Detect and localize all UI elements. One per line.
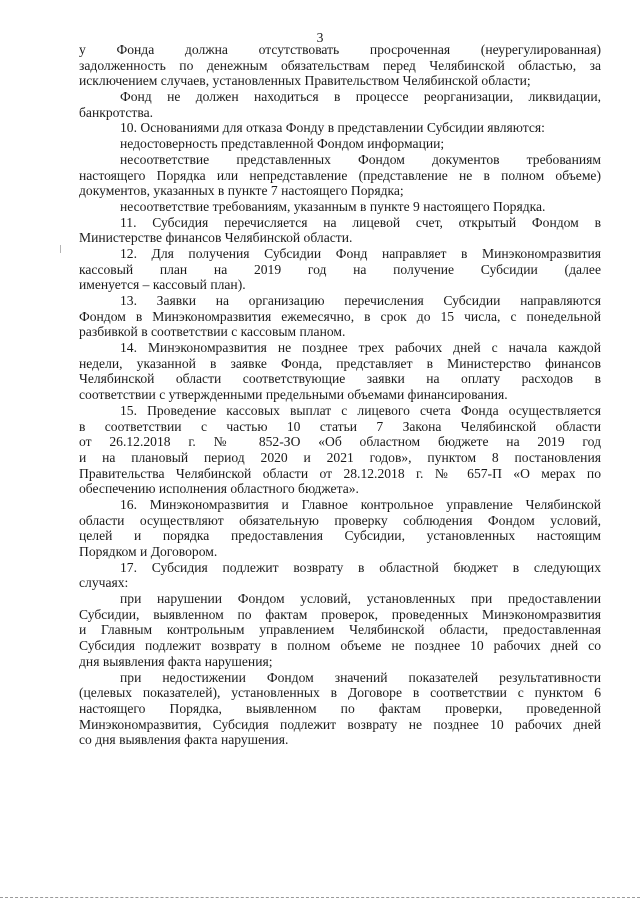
text-line: 14. Минэкономразвития не позднее трех рабочих дней с начала каждой — [120, 340, 601, 356]
text-line: несоответствие требованиям, указанным в пункте 9 настоящего Порядка. — [120, 198, 546, 214]
text-line: при нарушении Фондом условий, установленных при предоставлении — [120, 591, 601, 607]
text-line: обеспечению исполнения областного бюджета». — [79, 481, 359, 497]
text-line: соответствии с утвержденными предельными объемами финансирования. — [79, 387, 508, 403]
text-line: банкротства. — [79, 104, 153, 120]
text-line: недостоверность представленной Фондом информации; — [120, 136, 445, 152]
text-line: разбивкой в соответствии с кассовым планом. — [79, 324, 346, 340]
text-line: недели, указанной в заявке Фонда, представляет в Министерство финансов — [79, 355, 601, 371]
text-line: случаях: — [79, 575, 129, 591]
text-line: дня выявления факта нарушения; — [79, 653, 273, 669]
text-line: Министерстве финансов Челябинской области. — [79, 230, 353, 246]
text-line: Субсидии, выявленном по фактам проверок, проведенных Минэкономразвития — [79, 606, 601, 622]
text-line: Челябинской области соответствующие заявки на оплату расходов в — [79, 371, 601, 387]
text-line: при недостижении Фондом значений показателей результативности — [120, 669, 601, 685]
text-line: 12. Для получения Субсидии Фонд направляет в Минэкономразвития — [120, 245, 601, 261]
text-line: настоящего Порядка или непредставление (представление не в полном объеме) — [79, 167, 601, 183]
text-line: Минэкономразвития, Субсидия подлежит возврату не позднее 10 рабочих дней — [79, 716, 601, 732]
text-line: Фонд не должен находиться в процессе реорганизации, ликвидации, — [120, 89, 601, 105]
text-line: исключением случаев, установленных Правительством Челябинской области; — [79, 73, 531, 89]
text-line: именуется – кассовый план). — [79, 277, 246, 293]
text-line: 10. Основаниями для отказа Фонду в представлении Субсидии являются: — [120, 120, 545, 136]
text-line: со дня выявления факта нарушения. — [79, 732, 289, 748]
bottom-scan-edge — [0, 897, 640, 899]
text-line: документов, указанных в пункте 7 настоящего Порядка; — [79, 183, 404, 199]
text-line: 13. Заявки на организацию перечисления Субсидии направляются — [120, 293, 601, 308]
text-line: Правительства Челябинской области от 28.12.2018 г. № 657-П «О мерах по — [79, 465, 601, 481]
text-line: области осуществляют обязательную проверку соблюдения Фондом условий, — [79, 512, 601, 528]
text-line: настоящего Порядка, выявленном по фактам проверки, проведенной — [79, 700, 601, 716]
text-line: Фондом в Минэкономразвития ежемесячно, в срок до 15 числа, с понедельной — [79, 308, 601, 324]
text-line: 16. Минэкономразвития и Главное контрольное управление Челябинской — [120, 496, 601, 512]
text-line: несоответствие представленных Фондом документов требованиям — [120, 151, 601, 167]
margin-mark: | — [60, 244, 62, 253]
text-line: Порядком и Договором. — [79, 544, 218, 559]
text-line: 11. Субсидия перечисляется на лицевой счет, открытый Фондом в — [120, 214, 601, 230]
text-line: задолженность по денежным обязательствам перед Челябинской областью, за — [79, 57, 601, 73]
text-line: в соответствии с частью 10 статьи 7 Закона Челябинской области — [79, 418, 601, 434]
text-line: и на плановый период 2020 и 2021 годов», пунктом 8 постановления — [79, 449, 601, 465]
text-line: 17. Субсидия подлежит возврату в областной бюджет в следующих — [120, 559, 601, 575]
document-body — [79, 42, 601, 748]
text-line: 15. Проведение кассовых выплат с лицевого счета Фонда осуществляется — [120, 402, 601, 418]
text-line: и Главным контрольным управлением Челябинской области, предоставленная — [79, 622, 601, 638]
text-line: (целевых показателей), установленных в Договоре в соответствии с пунктом 6 — [79, 685, 601, 701]
page-number: 3 — [316, 30, 324, 45]
text-line: Субсидия подлежит возврату в полном объеме не позднее 10 рабочих дней со — [79, 638, 601, 654]
text-line: от 26.12.2018 г. № 852-ЗО «Об областном бюджете на 2019 год — [79, 434, 601, 450]
text-line: у Фонда должна отсутствовать просроченная (неурегулированная) — [79, 42, 601, 57]
text-line: целей и порядка предоставления Субсидии, установленных настоящим — [79, 528, 601, 544]
text-line: кассовый план на 2019 год на получение Субсидии (далее — [79, 261, 601, 277]
